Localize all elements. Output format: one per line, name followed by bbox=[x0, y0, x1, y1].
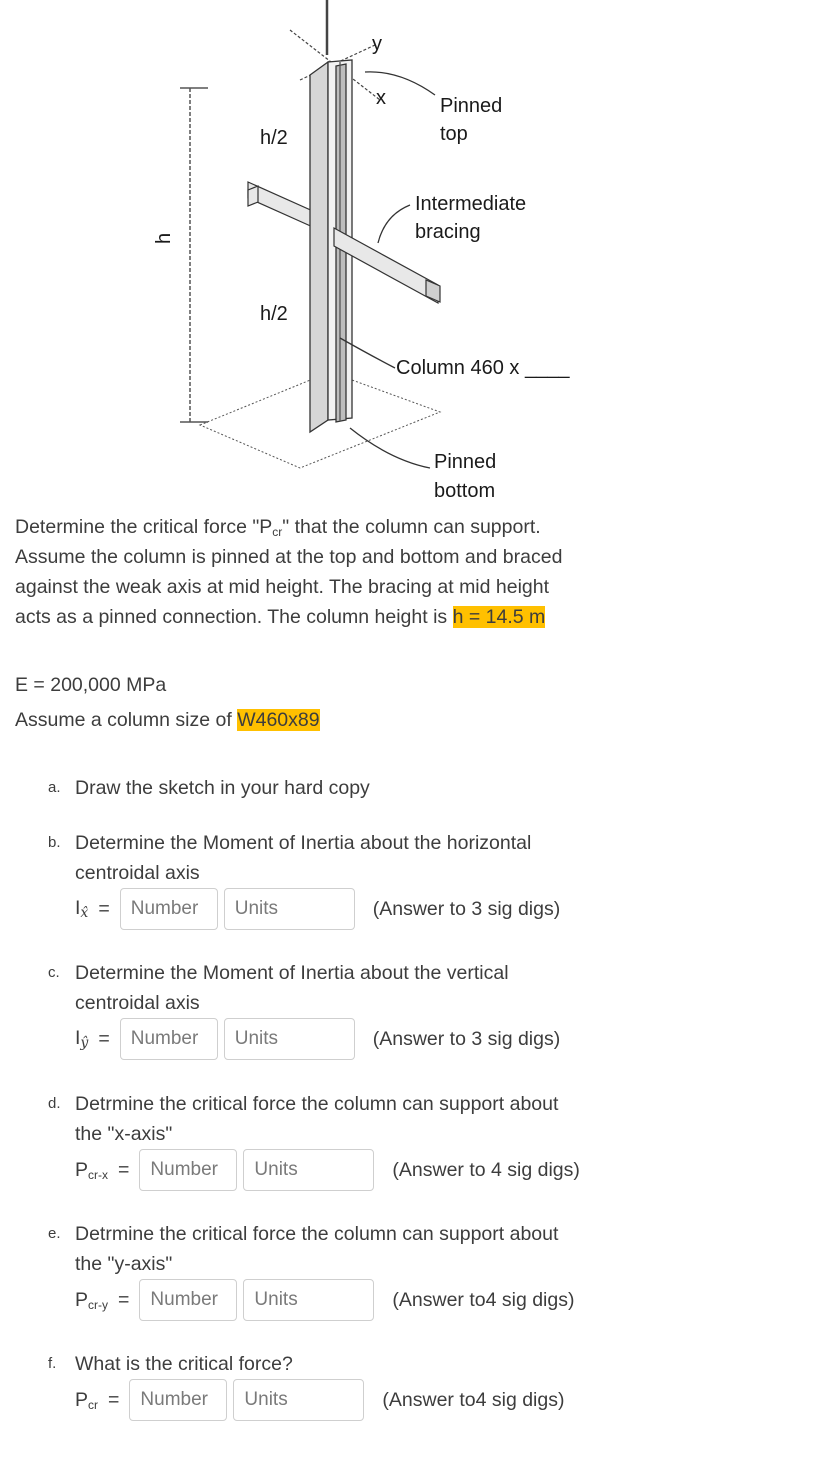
answer-row-f bbox=[75, 1379, 564, 1421]
statement-sub: cr bbox=[272, 525, 283, 539]
symbol-sub: cr bbox=[88, 1397, 99, 1412]
question-text-line1: Determine the Moment of Inertia about the vertical bbox=[75, 962, 509, 984]
size-label: Assume a column size of bbox=[15, 709, 238, 731]
label-column: Column 460 x ____ bbox=[396, 357, 570, 379]
question-text-line2: the "x-axis" bbox=[75, 1123, 173, 1145]
symbol-base: I bbox=[75, 897, 81, 919]
units-input-c[interactable]: Units bbox=[224, 1018, 355, 1060]
number-input-e[interactable]: Number bbox=[139, 1279, 237, 1321]
equals-sign: = bbox=[98, 897, 110, 920]
question-text-line1: What is the critical force? bbox=[75, 1353, 293, 1375]
symbol-sub: cr-y bbox=[88, 1297, 109, 1312]
symbol-pcry bbox=[75, 1289, 108, 1312]
equals-sign: = bbox=[118, 1158, 130, 1181]
symbol-base: I bbox=[75, 1027, 81, 1049]
label-bracing-2: bracing bbox=[415, 221, 481, 243]
question-letter: e. bbox=[48, 1225, 61, 1242]
sig-digs-note: (Answer to4 sig digs) bbox=[392, 1288, 575, 1311]
question-text-line2: centroidal axis bbox=[75, 862, 200, 884]
question-letter: d. bbox=[48, 1095, 61, 1112]
equals-sign: = bbox=[108, 1388, 120, 1411]
label-axis-x: x bbox=[376, 87, 386, 109]
statement-line1b: " that the column can support. bbox=[282, 516, 541, 538]
label-pinned-bottom-2: bottom bbox=[434, 480, 496, 502]
column-diagram bbox=[140, 0, 620, 508]
number-input-b[interactable]: Number bbox=[120, 888, 218, 930]
symbol-base: P bbox=[75, 1388, 89, 1411]
label-h-half-bottom: h/2 bbox=[260, 303, 288, 325]
label-h-half-top: h/2 bbox=[260, 127, 288, 149]
label-bracing-1: Intermediate bbox=[415, 193, 527, 215]
symbol-sub: x̂ bbox=[80, 905, 89, 921]
label-pinned-top-1: Pinned bbox=[440, 95, 503, 117]
answer-row-b bbox=[75, 888, 560, 930]
number-input-f[interactable]: Number bbox=[129, 1379, 227, 1421]
label-pinned-bottom-1: Pinned bbox=[434, 451, 497, 473]
label-axis-y: y bbox=[372, 33, 382, 55]
label-pinned-top-2: top bbox=[440, 123, 468, 145]
question-text-line2: the "y-axis" bbox=[75, 1253, 173, 1275]
question-letter: b. bbox=[48, 834, 61, 851]
h-dimension bbox=[180, 88, 208, 422]
question-text: Draw the sketch in your hard copy bbox=[75, 777, 370, 799]
label-h: h bbox=[153, 232, 175, 244]
question-text-line2: centroidal axis bbox=[75, 992, 200, 1014]
question-text-line1: Detrmine the critical force the column can support about bbox=[75, 1223, 559, 1245]
question-letter: f. bbox=[48, 1355, 57, 1372]
statement-line3: against the weak axis at mid height. The bracing at mid height bbox=[15, 576, 550, 598]
question-c bbox=[48, 958, 628, 1018]
symbol-base: P bbox=[75, 1158, 89, 1181]
sig-digs-note: (Answer to 4 sig digs) bbox=[392, 1158, 580, 1181]
question-text-line1: Determine the Moment of Inertia about the horizontal bbox=[75, 832, 532, 854]
problem-statement bbox=[15, 512, 615, 632]
question-letter: a. bbox=[48, 779, 61, 796]
number-input-d[interactable]: Number bbox=[139, 1149, 237, 1191]
symbol-iy bbox=[75, 1027, 88, 1051]
statement-line1a: Determine the critical force "P bbox=[15, 516, 273, 538]
sig-digs-note: (Answer to 3 sig digs) bbox=[372, 1027, 561, 1050]
answer-row-e bbox=[75, 1279, 574, 1321]
units-input-f[interactable]: Units bbox=[233, 1379, 364, 1421]
question-d bbox=[48, 1089, 628, 1149]
symbol-pcrx bbox=[75, 1159, 108, 1182]
column-sketch bbox=[140, 0, 620, 508]
units-input-e[interactable]: Units bbox=[243, 1279, 374, 1321]
units-input-d[interactable]: Units bbox=[243, 1149, 374, 1191]
symbol-sub: ŷ bbox=[80, 1035, 89, 1051]
question-a bbox=[48, 773, 628, 803]
statement-line4: acts as a pinned connection. The column height is bbox=[15, 606, 453, 628]
symbol-base: P bbox=[75, 1288, 89, 1311]
question-f bbox=[48, 1349, 628, 1379]
question-e bbox=[48, 1219, 628, 1279]
modulus-text: E = 200,000 MPa bbox=[15, 674, 167, 696]
height-highlight: h = 14.5 m bbox=[452, 606, 546, 628]
symbol-pcr bbox=[75, 1389, 98, 1412]
sig-digs-note: (Answer to 3 sig digs) bbox=[372, 897, 561, 920]
answer-row-c bbox=[75, 1018, 560, 1060]
units-input-b[interactable]: Units bbox=[224, 888, 355, 930]
question-text-line1: Detrmine the critical force the column can support about bbox=[75, 1093, 559, 1115]
question-letter: c. bbox=[48, 964, 60, 981]
question-b bbox=[48, 828, 628, 888]
size-highlight: W460x89 bbox=[237, 709, 320, 731]
statement-line2: Assume the column is pinned at the top and bottom and braced bbox=[15, 546, 563, 568]
equals-sign: = bbox=[98, 1027, 110, 1050]
answer-row-d bbox=[75, 1149, 580, 1191]
number-input-c[interactable]: Number bbox=[120, 1018, 218, 1060]
bracing-beam-back bbox=[248, 182, 315, 228]
symbol-sub: cr-x bbox=[88, 1167, 109, 1182]
sig-digs-note: (Answer to4 sig digs) bbox=[382, 1388, 565, 1411]
column-size-text bbox=[15, 709, 320, 732]
symbol-ix bbox=[75, 897, 88, 921]
equals-sign: = bbox=[118, 1288, 130, 1311]
